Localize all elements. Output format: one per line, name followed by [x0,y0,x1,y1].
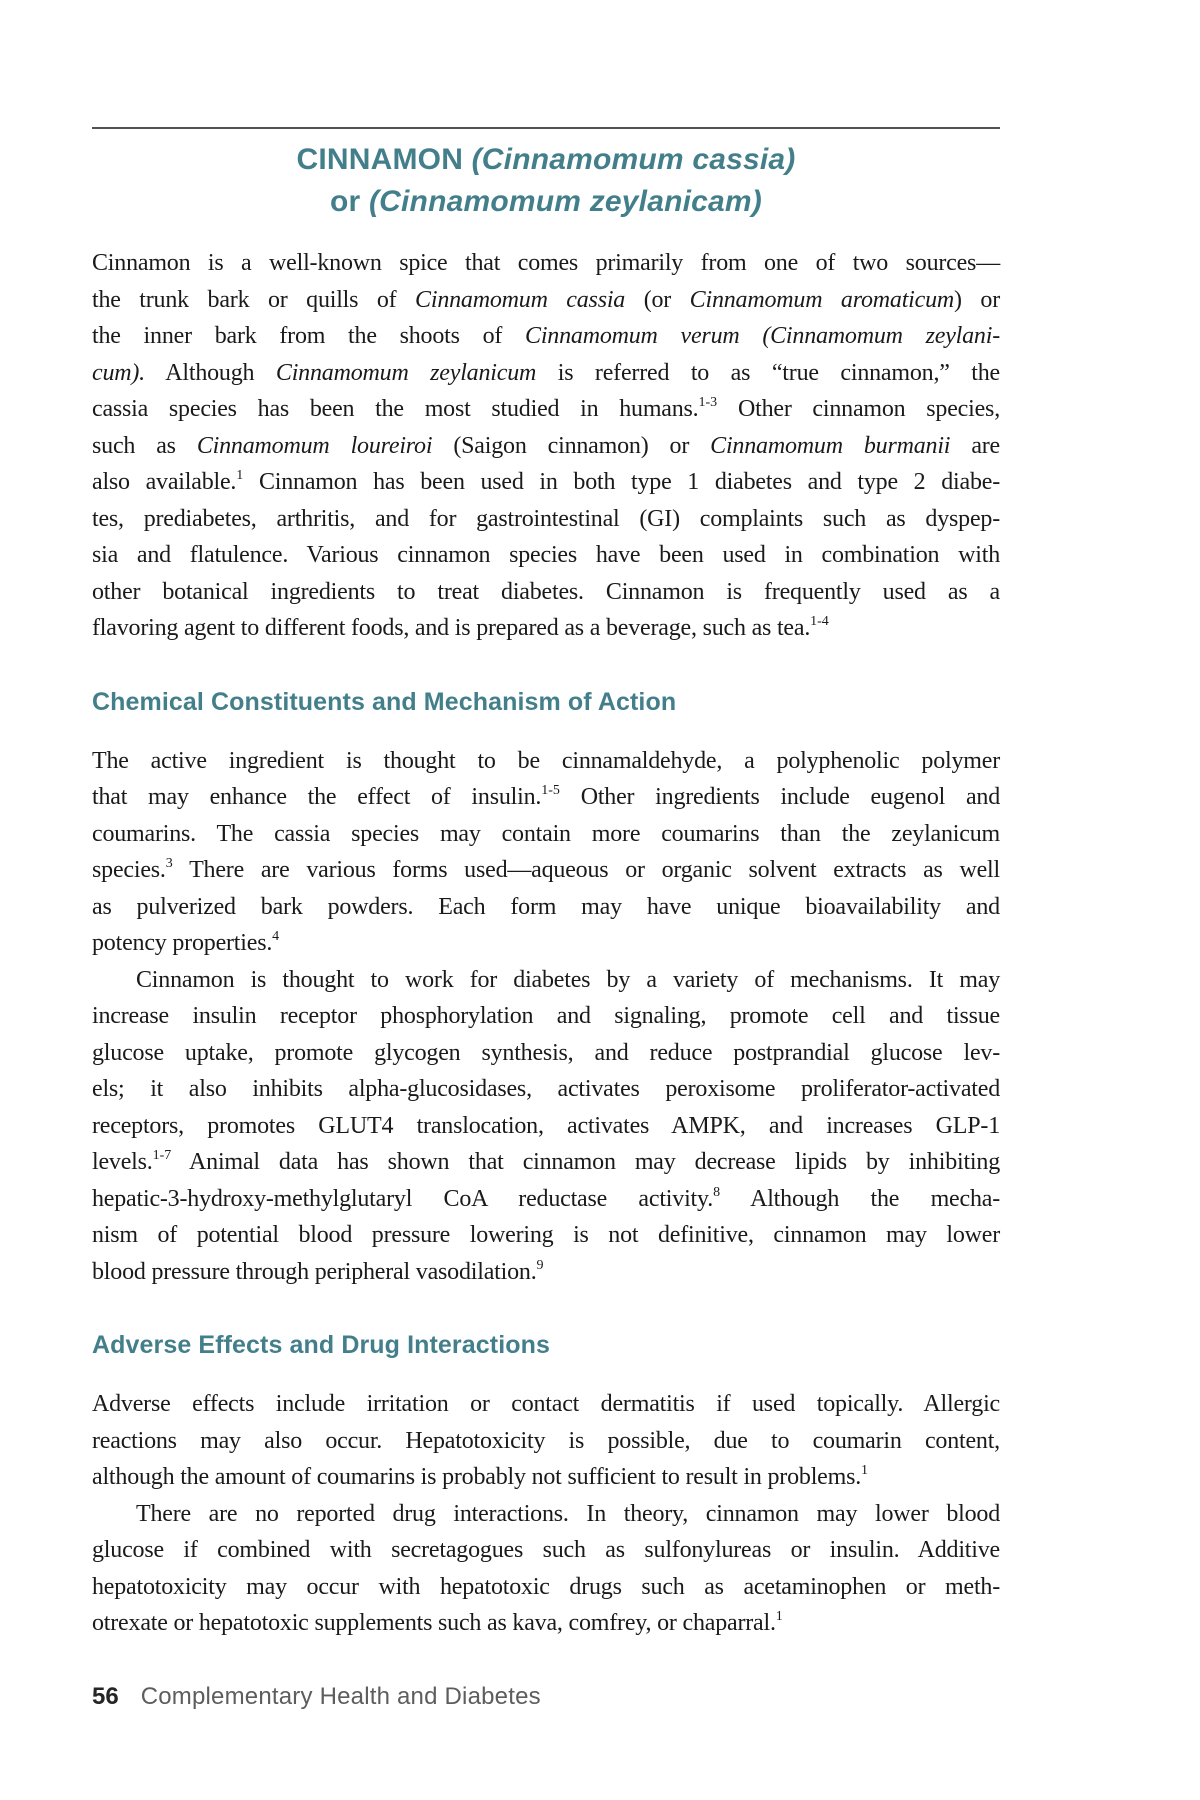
text-line [92,355,1000,392]
reference-superscript: 3 [165,856,173,871]
text-run: There are various forms used—aqueous or organic solvent extracts as well [172,857,1000,883]
reference-superscript: 9 [536,1257,544,1273]
text-line [92,391,1000,428]
text-line [92,318,1000,355]
text-line [92,574,1000,611]
text-run: are [950,432,1001,459]
text-run: Although the mecha- [720,1185,1000,1212]
text-line [92,610,1000,647]
text-run: increase insulin receptor phosphorylation and signaling, promote cell and tissue [92,1003,1000,1029]
text-line [92,1532,1000,1569]
text-line [92,1035,1000,1072]
reference-superscript: 4 [272,929,280,944]
text-run: the inner bark from the shoots of [92,323,526,349]
text-run: Cinnamon is a well-known spice that comes primarily from one of two sources— [92,250,1000,276]
text-run: species. [92,857,166,883]
text-run: Cinnamon is thought to work for diabetes by a variety of mechanisms. It may [136,966,1000,993]
text-run: CINNAMON [296,143,472,176]
text-run: coumarins. The cassia species may contain more coumarins than the zeylanicum [92,820,1000,847]
text-line [92,1386,1000,1423]
text-run: cassia species has been the most studied in humans. [92,396,699,422]
text-run: glucose uptake, promote glycogen synthesis, and reduce postprandial glucose lev- [92,1039,1000,1066]
chapter-title [92,139,1000,223]
text-run: Adverse effects include irritation or contact dermatitis if used topically. Allergic [92,1391,1000,1417]
reference-superscript: 1-5 [541,783,560,798]
text-column [92,0,1000,1642]
text-line [92,245,1000,282]
text-run: otrexate or hepatotoxic supplements such as kava, comfrey, or chaparral. [92,1610,776,1636]
text-line [92,998,1000,1035]
text-run: potency properties. [92,930,273,956]
section-heading: Chemical Constituents and Mechanism of Action [92,687,677,716]
italic-text: cum). [92,359,145,386]
text-run: (or [625,286,690,313]
text-run: nism of potential blood pressure lowering is not definitive, cinnamon may lower [92,1222,1000,1248]
paragraph [92,962,1000,1291]
text-run: There are no reported drug interactions. In theory, cinnamon may lower blood [136,1500,1000,1527]
text-run: (Saigon cinnamon) or [432,432,711,459]
text-line [92,962,1000,999]
text-run: or [330,185,369,218]
text-line [92,925,1000,962]
reference-superscript: 1-4 [810,614,829,629]
reference-superscript: 8 [713,1184,721,1200]
running-title: Complementary Health and Diabetes [140,1683,541,1710]
text-line [92,1423,1000,1460]
text-run: hepatic-3-hydroxy-methylglutaryl CoA reductase activity. [92,1185,714,1212]
text-line [92,1254,1000,1291]
footer [92,1683,1092,1711]
text-line [92,1605,1000,1642]
text-run: that may enhance the effect of insulin. [92,784,542,810]
text-line [92,501,1000,538]
page-number: 56 [92,1683,119,1710]
text-run: Animal data has shown that cinnamon may decrease lipids by inhibiting [171,1149,1000,1175]
paragraph [92,1386,1000,1496]
text-run: sia and flatulence. Various cinnamon species have been used in combination with [92,542,1000,568]
text-line [92,852,1000,889]
text-line [92,537,1000,574]
reference-superscript: 1 [861,1463,869,1478]
text-run: els; it also inhibits alpha-glucosidases, activates peroxisome proliferator-activated [92,1076,1000,1102]
italic-text: Cinnamomum zeylanicum [275,359,537,386]
paragraph [92,1496,1000,1642]
chapter-title-line [92,139,1000,181]
text-line [92,1108,1000,1145]
text-line [92,1496,1000,1533]
text-line [92,1144,1000,1181]
text-run: other botanical ingredients to treat diabetes. Cinnamon is frequently used as a [92,578,1000,605]
document-body [92,245,1000,1642]
text-run: such as [92,432,197,459]
italic-text: Cinnamomum verum (Cinnamomum zeylani- [525,323,1000,349]
text-run: also available. [92,469,237,495]
paragraph [92,245,1000,647]
text-line [92,816,1000,853]
top-rule [92,127,1000,129]
text-run: Other cinnamon species, [717,396,1000,422]
text-run: Although [144,359,276,386]
text-line [92,1071,1000,1108]
chapter-title-line [92,181,1000,223]
text-run: levels. [92,1149,153,1175]
text-line [92,1217,1000,1254]
text-run: ) or [954,286,1000,313]
section-heading: Adverse Effects and Drug Interactions [92,1331,550,1359]
text-line [92,428,1000,465]
text-line [92,1459,1000,1496]
text-run: The active ingredient is thought to be cinnamaldehyde, a polyphenolic polymer [92,747,1000,774]
text-line [92,779,1000,816]
text-line [92,282,1000,319]
reference-superscript: 1-3 [698,395,718,410]
text-run: is referred to as “true cinnamon,” the [536,359,1001,386]
text-run: although the amount of coumarins is probably not sufficient to result in problems. [92,1464,862,1490]
text-line [92,1569,1000,1606]
italic-text: Cinnamomum burmanii [710,432,951,459]
paragraph [92,743,1000,962]
italic-text: (Cinnamomum zeylanicam) [368,185,762,218]
text-run: Other ingredients include eugenol and [559,784,1001,810]
italic-text: Cinnamomum aromaticum [689,286,955,313]
text-line [92,743,1000,780]
italic-text: (Cinnamomum cassia) [471,143,796,176]
text-run: receptors, promotes GLUT4 translocation, activates AMPK, and increases GLP-1 [92,1112,1000,1139]
italic-text: Cinnamomum loureiroi [196,432,433,459]
text-run: as pulverized bark powders. Each form may have unique bioavailability and [92,893,1000,920]
text-line [92,889,1000,926]
text-run: Cinnamon has been used in both type 1 diabetes and type 2 diabe- [243,469,1000,495]
text-run: blood pressure through peripheral vasodilation. [92,1258,537,1285]
italic-text: Cinnamomum cassia [415,286,626,313]
text-line [92,464,1000,501]
text-run: glucose if combined with secretagogues such as sulfonylureas or insulin. Additive [92,1537,1000,1563]
text-run: reactions may also occur. Hepatotoxicity is possible, due to coumarin content, [92,1427,1000,1454]
text-line [92,1181,1000,1218]
text-run: tes, prediabetes, arthritis, and for gastrointestinal (GI) complaints such as dyspep- [92,505,1000,532]
reference-superscript: 1 [775,1609,783,1624]
text-run: the trunk bark or quills of [92,286,416,313]
text-run: flavoring agent to different foods, and is prepared as a beverage, such as tea. [92,615,811,641]
reference-superscript: 1-7 [152,1148,172,1163]
text-run: hepatotoxicity may occur with hepatotoxic drugs such as acetaminophen or meth- [92,1573,1000,1600]
reference-superscript: 1 [236,468,244,483]
